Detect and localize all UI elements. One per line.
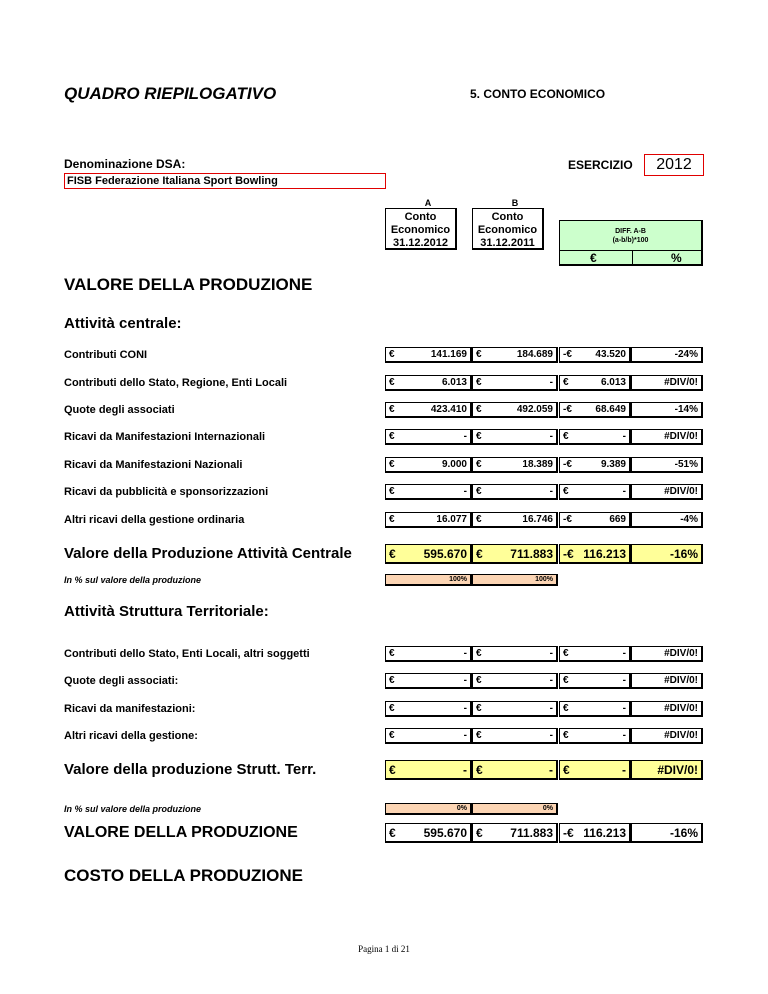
cell-diff [559,646,631,662]
cell-a-currency: € [389,730,395,741]
diff-header-box [559,220,703,252]
cell-a [385,402,472,418]
cell-diff-value: 9.389 [600,459,626,470]
cell-pct [631,429,703,445]
cell-diff-value: - [622,486,626,497]
cell-diff [559,512,631,528]
cell-b-value: 711.883 [510,547,553,561]
column-a-line3: 31.12.2012 [392,237,449,249]
column-a-header [385,208,457,250]
cell-pct-value: #DIV/0! [664,730,698,741]
column-b-line3: 31.12.2011 [480,237,535,249]
cell-b-value: - [549,486,553,497]
dsa-name-field[interactable]: FISB Federazione Italiana Sport Bowling [64,173,386,189]
cell-diff [559,402,631,418]
cell-b [472,823,558,843]
cell-diff-value: 116.213 [583,547,626,561]
cell-a-currency: € [389,486,395,497]
row-label: Quote degli associati [64,404,175,416]
column-b-line1: Conto [491,211,524,223]
cell-a [385,429,472,445]
cell-b-value: 492.059 [516,404,553,415]
cell-a [385,728,472,744]
cell-a-value: 595.670 [423,547,467,561]
cell-b-value: - [549,431,553,442]
cell-a-value: - [463,431,467,442]
row-label: Ricavi da Manifestazioni Nazionali [64,459,243,471]
cell-a-value: - [463,648,467,659]
cell-b [472,347,558,363]
cell-b [472,429,558,445]
column-b-header [472,208,544,250]
cell-diff [559,760,631,780]
cell-diff-currency: -€ [563,459,572,470]
section-title: 5. CONTO ECONOMICO [470,87,606,101]
cell-a [385,673,472,689]
cell-b-value: 18.389 [522,459,553,470]
cell-b-currency: € [476,404,482,415]
cell-b [472,728,558,744]
cell-diff-currency: € [563,377,569,388]
cell-diff-value: 669 [609,514,626,525]
cell-b-currency: € [476,675,482,686]
cell-pct [631,402,703,418]
cell-b [472,701,558,717]
pct-label: In % sul valore della produzione [64,575,202,585]
esercizio-label: ESERCIZIO [568,158,633,172]
cell-pct [631,347,703,363]
cell-diff-currency: € [563,763,570,777]
row-label: Ricavi da manifestazioni: [64,703,196,715]
cell-b [472,375,558,391]
cell-b [472,760,558,780]
cell-a [385,347,472,363]
cell-diff [559,673,631,689]
row-label: Quote degli associati: [64,675,179,687]
cell-b-currency: € [476,486,482,497]
row-label: Contributi dello Stato, Regione, Enti Locali [64,377,288,389]
column-a-letter: A [424,198,432,208]
cell-b-currency: € [476,648,482,659]
cell-a-value: - [463,730,467,741]
cell-pct [631,760,703,780]
dsa-label: Denominazione DSA: [64,157,186,171]
cell-diff-value: 43.520 [595,349,626,360]
cell-a-currency: € [389,431,395,442]
cell-b-currency: € [476,763,483,777]
cell-a-currency: € [389,703,395,714]
cell-a-currency: € [389,675,395,686]
cell-diff-currency: € [563,730,569,741]
cell-a-currency: € [389,349,395,360]
cell-b [472,484,558,500]
cell-a-currency: € [389,763,396,777]
cell-a-value: 141.169 [430,349,467,360]
cell-pct [631,544,703,564]
cell-pct-value: #DIV/0! [664,648,698,659]
cell-a-value: 9.000 [441,459,467,470]
cell-b [472,402,558,418]
cell-pct [631,512,703,528]
heading-attivita-centrale: Attività centrale: [64,315,182,332]
cell-pct-value: -4% [680,514,698,525]
cell-diff-value: - [622,648,626,659]
cell-diff-value: 68.649 [595,404,626,415]
column-a-line2: Economico [390,224,451,236]
cell-diff [559,823,631,843]
cell-b-currency: € [476,703,482,714]
cell-pct [631,484,703,500]
pct-a: 100% [385,574,472,586]
cell-b-currency: € [476,514,482,525]
cell-b-currency: € [476,459,482,470]
cell-b-value: 711.883 [510,826,553,840]
row-label: Altri ricavi della gestione: [64,730,198,742]
cell-diff [559,347,631,363]
cell-diff [559,701,631,717]
cell-diff-value: - [622,703,626,714]
cell-diff-value: - [622,763,626,777]
cell-pct-value: #DIV/0! [664,703,698,714]
cell-a-currency: € [389,514,395,525]
diff-header-line2: (a-b/b)*100 [612,237,649,244]
cell-b-currency: € [476,431,482,442]
row-label: Valore della Produzione Attività Centrale [64,545,352,562]
pct-b: 0% [472,803,558,815]
cell-diff-value: 116.213 [583,826,626,840]
cell-b-currency: € [476,547,483,561]
cell-diff-currency: € [563,486,569,497]
cell-a-currency: € [389,547,396,561]
pct-b: 100% [472,574,558,586]
row-label: VALORE DELLA PRODUZIONE [64,824,298,841]
cell-a [385,701,472,717]
cell-diff-currency: -€ [563,547,574,561]
heading-costo: COSTO DELLA PRODUZIONE [64,866,303,885]
cell-b [472,457,558,473]
heading-struttura: Attività Struttura Territoriale: [64,603,269,620]
cell-diff-value: 6.013 [600,377,626,388]
diff-header-line1: DIFF. A-B [615,228,646,235]
diff-subheader [559,250,703,266]
cell-diff-currency: -€ [563,404,572,415]
row-label: Valore della produzione Strutt. Terr. [64,761,317,778]
cell-a-currency: € [389,648,395,659]
cell-pct [631,375,703,391]
cell-diff-currency: € [563,431,569,442]
cell-pct-value: -51% [674,459,698,470]
cell-a-currency: € [389,826,396,840]
cell-a-value: - [463,703,467,714]
cell-diff-currency: € [563,648,569,659]
cell-pct-value: #DIV/0! [664,675,698,686]
cell-b [472,673,558,689]
page-title: QUADRO RIEPILOGATIVO [64,84,277,103]
cell-pct-value: -16% [669,826,698,840]
cell-b-value: - [549,675,553,686]
cell-pct-value: #DIV/0! [664,431,698,442]
cell-a [385,646,472,662]
pct-label: In % sul valore della produzione [64,804,202,814]
cell-pct-value: -14% [674,404,698,415]
cell-a-value: 595.670 [423,826,467,840]
diff-euro-label: € [590,251,597,265]
cell-b [472,512,558,528]
row-label: Ricavi da pubblicità e sponsorizzazioni [64,486,269,498]
cell-pct-value: #DIV/0! [664,486,698,497]
cell-diff [559,484,631,500]
cell-a-value: - [463,486,467,497]
cell-pct [631,673,703,689]
cell-a [385,512,472,528]
cell-b-currency: € [476,826,483,840]
cell-diff-currency: € [563,703,569,714]
cell-pct [631,457,703,473]
cell-a-currency: € [389,459,395,470]
cell-a-currency: € [389,404,395,415]
row-label: Contributi dello Stato, Enti Locali, altri soggetti [64,648,310,660]
cell-a [385,457,472,473]
cell-diff [559,429,631,445]
cell-b-value: - [549,648,553,659]
cell-a-value: - [463,763,467,777]
cell-pct-value: #DIV/0! [664,377,698,388]
cell-a [385,760,472,780]
column-b-line2: Economico [477,224,538,236]
cell-b-value: 184.689 [516,349,553,360]
cell-diff [559,375,631,391]
cell-pct [631,823,703,843]
cell-diff-currency: -€ [563,514,572,525]
cell-pct-value: -24% [674,349,698,360]
cell-a [385,484,472,500]
cell-a [385,544,472,564]
row-label: Ricavi da Manifestazioni Internazionali [64,431,266,443]
cell-b [472,646,558,662]
cell-pct [631,646,703,662]
cell-pct-value: -16% [669,547,698,561]
cell-diff-value: - [622,431,626,442]
heading-valore: VALORE DELLA PRODUZIONE [64,275,313,294]
cell-diff [559,457,631,473]
pct-a: 0% [385,803,472,815]
cell-a-value: 423.410 [430,404,467,415]
cell-b [472,544,558,564]
cell-b-value: - [549,377,553,388]
cell-diff-value: - [622,675,626,686]
cell-a-value: 6.013 [441,377,467,388]
cell-a-currency: € [389,377,395,388]
column-b-letter: B [511,198,519,208]
cell-diff-currency: -€ [563,349,572,360]
cell-diff-value: - [622,730,626,741]
row-label: Altri ricavi della gestione ordinaria [64,514,245,526]
cell-pct [631,728,703,744]
cell-b-value: - [549,763,553,777]
cell-a [385,375,472,391]
year-field[interactable]: 2012 [644,154,704,176]
cell-pct-value: #DIV/0! [657,763,698,777]
cell-pct [631,701,703,717]
cell-a [385,823,472,843]
cell-b-value: 16.746 [522,514,553,525]
cell-b-currency: € [476,730,482,741]
cell-a-value: 16.077 [436,514,467,525]
diff-pct-label: % [671,251,682,265]
column-a-line1: Conto [404,211,437,223]
cell-diff-currency: € [563,675,569,686]
cell-a-value: - [463,675,467,686]
cell-b-value: - [549,703,553,714]
cell-diff [559,544,631,564]
cell-diff-currency: -€ [563,826,574,840]
cell-b-currency: € [476,349,482,360]
cell-diff [559,728,631,744]
cell-b-value: - [549,730,553,741]
page-footer: Pagina 1 di 21 [358,944,410,954]
row-label: Contributi CONI [64,349,148,361]
cell-b-currency: € [476,377,482,388]
